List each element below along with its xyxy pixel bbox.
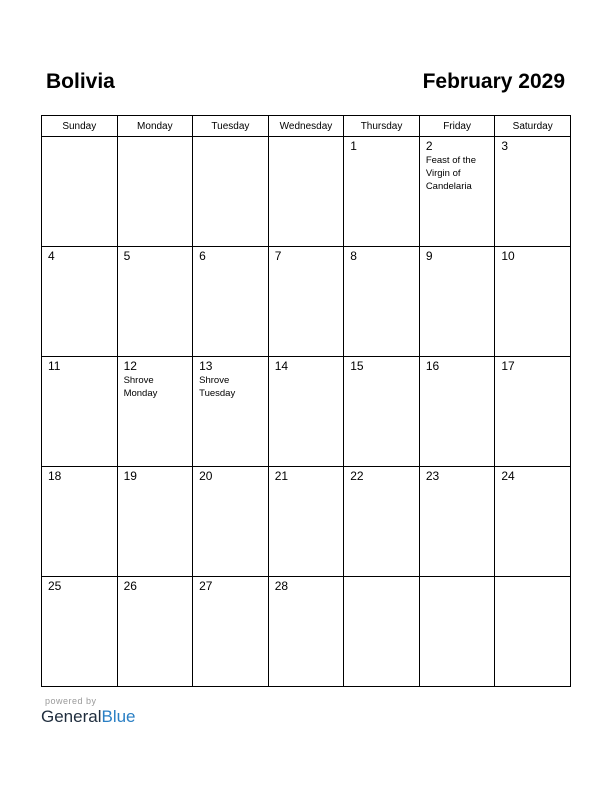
day-cell-content	[42, 247, 117, 264]
day-cell-content	[420, 467, 495, 484]
day-number: 2	[425, 139, 433, 153]
week-row	[42, 247, 571, 357]
day-cell	[193, 247, 269, 357]
day-cell	[268, 577, 344, 687]
day-number: 19	[123, 469, 137, 483]
day-number: 13	[199, 359, 213, 373]
day-cell-content	[344, 137, 419, 154]
day-cell-content	[193, 357, 268, 400]
day-number: 1	[350, 139, 357, 153]
day-number: 6	[199, 249, 206, 263]
day-cell	[419, 357, 495, 467]
day-cell	[344, 357, 420, 467]
day-number: 7	[274, 249, 282, 263]
day-cell-content	[344, 577, 419, 579]
day-number: 14	[274, 359, 289, 373]
day-number: 27	[199, 579, 213, 593]
day-cell-content	[344, 357, 419, 374]
calendar-body	[42, 137, 571, 687]
weekday-saturday: Saturday	[495, 116, 571, 137]
day-cell-content	[193, 577, 268, 594]
day-cell	[495, 467, 571, 577]
day-cell-content	[344, 247, 419, 264]
day-cell-content	[118, 357, 193, 400]
weekday-wednesday: Wednesday	[268, 116, 344, 137]
day-cell	[117, 247, 193, 357]
week-row	[42, 577, 571, 687]
holiday-label: Shrove Tuesday	[199, 375, 236, 399]
day-number: 18	[48, 469, 62, 483]
day-cell	[268, 247, 344, 357]
day-cell-content	[420, 247, 495, 264]
calendar-grid	[41, 115, 571, 687]
holiday-label: Feast of the Virgin of Candelaria	[425, 155, 476, 192]
day-number: 25	[48, 579, 62, 593]
country-title: Bolivia	[46, 70, 115, 93]
day-number: 15	[350, 359, 364, 373]
day-cell	[193, 357, 269, 467]
week-row	[42, 137, 571, 247]
day-cell	[42, 137, 118, 247]
day-cell-content	[495, 467, 570, 484]
weekday-tuesday: Tuesday	[193, 116, 269, 137]
day-number: 9	[425, 249, 433, 263]
day-cell-content	[42, 137, 117, 139]
day-cell-content	[118, 467, 193, 484]
day-number: 12	[123, 359, 137, 373]
month-year-title: February 2029	[422, 70, 565, 93]
day-cell-content	[269, 577, 344, 594]
day-number: 17	[501, 359, 515, 373]
day-cell	[268, 137, 344, 247]
day-cell	[42, 577, 118, 687]
day-cell-content	[269, 467, 344, 484]
day-number: 5	[123, 249, 131, 263]
day-cell-content	[269, 137, 344, 139]
day-cell	[344, 137, 420, 247]
day-number: 22	[350, 469, 364, 483]
brand-part-blue: Blue	[101, 707, 136, 726]
day-cell-content	[495, 247, 570, 264]
day-cell	[117, 467, 193, 577]
day-cell	[495, 247, 571, 357]
day-cell-content	[118, 247, 193, 264]
day-cell	[419, 467, 495, 577]
day-cell-content	[42, 577, 117, 594]
day-number: 21	[274, 469, 289, 483]
weekday-monday: Monday	[117, 116, 193, 137]
day-cell	[419, 137, 495, 247]
weekday-friday: Friday	[419, 116, 495, 137]
week-row	[42, 467, 571, 577]
day-cell-content	[420, 577, 495, 579]
footer	[41, 696, 136, 727]
day-number: 20	[199, 469, 213, 483]
day-cell	[495, 577, 571, 687]
day-cell	[193, 577, 269, 687]
day-number: 24	[501, 469, 515, 483]
day-cell	[344, 247, 420, 357]
day-cell	[495, 357, 571, 467]
day-number: 23	[425, 469, 440, 483]
day-cell	[42, 467, 118, 577]
powered-by-text: powered by	[45, 696, 97, 706]
week-row	[42, 357, 571, 467]
day-cell	[419, 247, 495, 357]
day-cell	[344, 467, 420, 577]
day-cell-content	[193, 247, 268, 264]
day-cell-content	[269, 247, 344, 264]
day-number: 8	[350, 249, 357, 263]
day-number: 11	[48, 359, 61, 373]
day-cell	[117, 137, 193, 247]
day-cell-content	[193, 467, 268, 484]
day-number: 28	[274, 579, 289, 593]
day-cell-content	[344, 467, 419, 484]
day-number: 3	[501, 139, 509, 153]
day-cell	[117, 577, 193, 687]
generalblue-logo	[41, 707, 136, 727]
holiday-label: Shrove Monday	[123, 375, 158, 399]
day-cell	[268, 467, 344, 577]
day-number: 4	[48, 249, 55, 263]
day-cell	[42, 357, 118, 467]
day-cell-content	[269, 357, 344, 374]
day-cell	[193, 137, 269, 247]
day-number: 16	[425, 359, 440, 373]
day-cell-content	[118, 577, 193, 594]
day-cell	[42, 247, 118, 357]
day-cell	[193, 467, 269, 577]
weekday-header-row	[42, 116, 571, 137]
day-cell-content	[495, 357, 570, 374]
day-cell-content	[193, 137, 268, 139]
day-cell-content	[420, 137, 495, 193]
day-number: 26	[123, 579, 137, 593]
day-cell	[419, 577, 495, 687]
day-number: 10	[501, 249, 515, 263]
day-cell-content	[495, 137, 570, 154]
day-cell	[117, 357, 193, 467]
day-cell	[495, 137, 571, 247]
day-cell-content	[495, 577, 570, 579]
weekday-sunday: Sunday	[42, 116, 118, 137]
day-cell	[344, 577, 420, 687]
day-cell	[268, 357, 344, 467]
day-cell-content	[118, 137, 193, 139]
brand-part-general: General	[41, 707, 102, 726]
weekday-thursday: Thursday	[344, 116, 420, 137]
day-cell-content	[420, 357, 495, 374]
day-cell-content	[42, 467, 117, 484]
day-cell-content	[42, 357, 117, 374]
